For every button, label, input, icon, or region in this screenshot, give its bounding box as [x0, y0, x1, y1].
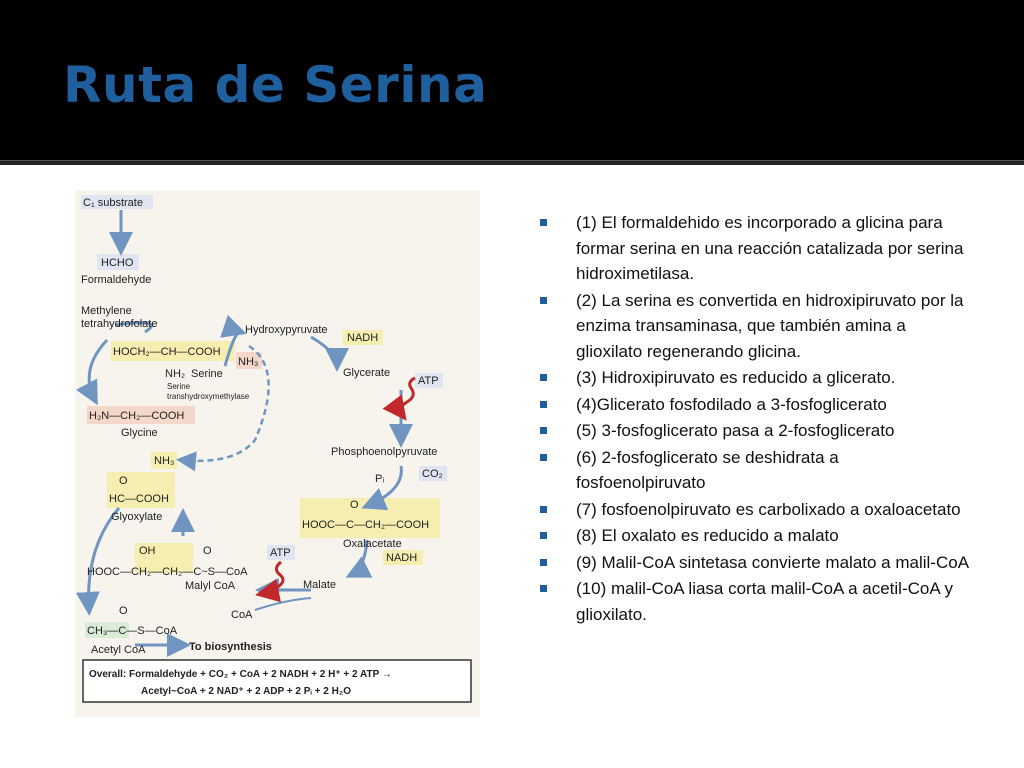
nadh-label-2: NADH: [386, 552, 418, 564]
atp-label-2: ATP: [270, 547, 291, 559]
bullet-text: (7) fosfoenolpiruvato es carbolixado a oxaloacetato: [576, 499, 961, 519]
list-item: [540, 550, 970, 576]
c1-substrate-label: C₁ substrate: [83, 197, 143, 209]
bullet-marker: [540, 506, 547, 513]
glyoxylate-label: Glyoxylate: [111, 511, 163, 523]
malyl-coa-label: Malyl CoA: [185, 580, 236, 592]
malyl-o: O: [203, 545, 212, 557]
bullet-text: (8) El oxalato es reducido a malato: [576, 526, 839, 545]
overall-line-1: Overall: Formaldehyde + CO₂ + CoA + 2 NADH + 2 H⁺ + 2 ATP →: [89, 669, 392, 680]
enzyme-label-2: transhydroxymethylase: [167, 392, 250, 401]
list-item: [540, 418, 970, 444]
tetrahydrofolate-label: tetrahydrofolate: [81, 318, 158, 330]
malate-label: Malate: [303, 579, 337, 591]
list-item: [540, 445, 970, 496]
malyl-to-acetyl-arrow: [89, 508, 119, 610]
atp-squiggle-1: [401, 378, 415, 416]
bullet-marker: [540, 297, 547, 304]
bullet-text: (5) 3-fosfoglicerato pasa a 2-fosfoglicerato: [576, 421, 895, 440]
list-item: [540, 523, 970, 549]
list-item: [540, 365, 970, 391]
bullet-text: (2) La serina es convertida en hidroxipiruvato por la enzima transaminasa, que también amina a glioxilato regenerando glicina.: [576, 290, 964, 361]
bullet-marker: [540, 427, 547, 434]
bullet-text: (6) 2-fosfoglicerato se deshidrata a fosfoenolpiruvato: [576, 447, 839, 492]
enzyme-label-1: Serine: [167, 382, 191, 391]
slide-title: Ruta de Serina: [63, 56, 488, 114]
serine-pathway-diagram: [75, 190, 480, 717]
bullet-text: (4)Glicerato fosfodilado a 3-fosfoglicerato: [576, 394, 887, 414]
bullet-marker: [540, 454, 547, 461]
to-biosynthesis-label: To biosynthesis: [189, 641, 272, 653]
list-item: [540, 576, 970, 627]
list-item: [540, 497, 970, 523]
overall-line-2: Acetyl~CoA + 2 NAD⁺ + 2 ADP + 2 Pᵢ + 2 H₂O: [141, 686, 352, 697]
hydroxypyruvate-to-glycerate-arrow: [311, 337, 337, 366]
bullet-marker: [540, 374, 547, 381]
bullet-text: (1) El formaldehido es incorporado a glicina para formar serina en una reacción catalizada por serina hidroximetilasa.: [576, 213, 964, 283]
malyl-formula: HOOC—CH₂—CH₂—C~S—CoA: [87, 566, 248, 578]
bullet-marker: [540, 559, 547, 566]
glycerate-label: Glycerate: [343, 367, 391, 379]
list-item: [540, 210, 970, 287]
bullet-marker: [540, 401, 547, 408]
list-item: [540, 392, 970, 418]
methylene-label: Methylene: [81, 305, 132, 317]
title-bar: [0, 0, 1024, 160]
acetyl-o: O: [119, 605, 128, 617]
atp-label-1: ATP: [418, 375, 439, 387]
nh3-label-1: NH₃: [238, 356, 259, 368]
coa-arrow: [255, 598, 311, 610]
serine-nh2: NH₂: [165, 368, 186, 380]
oxaloacetate-o: O: [350, 499, 359, 511]
glycine-arrow: [89, 340, 107, 400]
nh3-label-2: NH₃: [154, 455, 175, 467]
bullet-marker: [540, 219, 547, 226]
oxaloacetate-label: Oxalacetate: [343, 538, 402, 550]
list-item: [540, 288, 970, 365]
bullet-marker: [540, 532, 547, 539]
bullet-marker: [540, 585, 547, 592]
hydroxypyruvate-label: Hydroxypyruvate: [245, 324, 328, 336]
coa-label: CoA: [231, 609, 253, 621]
bullet-text: (3) Hidroxipiruvato es reducido a glicerato.: [576, 368, 896, 387]
malyl-oh: OH: [139, 545, 156, 557]
hcho-label: HCHO: [101, 257, 134, 269]
serine-label: Serine: [191, 368, 223, 380]
glycine-formula: H₂N—CH₂—COOH: [89, 410, 185, 422]
bullet-list: [540, 210, 970, 628]
acetyl-coa-label: Acetyl CoA: [91, 644, 146, 656]
pi-label: Pᵢ: [375, 473, 385, 485]
formaldehyde-label: Formaldehyde: [81, 274, 152, 286]
bullet-text: (9) Malil-CoA sintetasa convierte malato a malil-CoA: [576, 552, 970, 572]
glyoxylate-formula: HC—COOH: [109, 493, 169, 505]
co2-label: CO₂: [422, 468, 443, 480]
glycine-label: Glycine: [121, 427, 158, 439]
serine-formula: HOCH₂—CH—COOH: [113, 346, 221, 358]
phosphoenolpyruvate-label: Phosphoenolpyruvate: [331, 446, 438, 458]
bullet-text: (10) malil-CoA liasa corta malil-CoA a acetil-CoA y glioxilato.: [576, 579, 953, 624]
acetyl-formula: CH₃—C—S—CoA: [87, 625, 178, 637]
oxaloacetate-formula: HOOC—C—CH₂—COOH: [302, 519, 430, 531]
glyoxylate-o: O: [119, 475, 128, 487]
nadh-label-1: NADH: [347, 332, 379, 344]
